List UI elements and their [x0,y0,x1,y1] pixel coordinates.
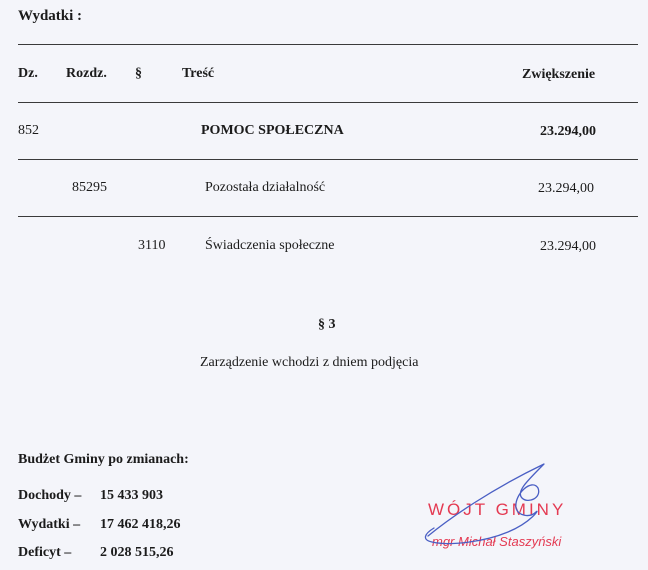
cell-kwota: 23.294,00 [540,239,596,254]
header-zwiekszenie: Zwiększenie [522,67,596,82]
stamp-name: mgr Michał Staszyński [432,534,562,549]
signature-scribble [410,458,580,548]
header-tresc: Treść [182,66,215,81]
section-text: Zarządzenie wchodzi z dniem podjęcia [200,355,419,370]
header-rozdz: Rozdz. [66,66,107,81]
cell-kwota: 23.294,00 [540,124,596,139]
cell-tresc: POMOC SPOŁECZNA [201,123,344,138]
header-paragraph: § [135,66,142,81]
budget-label: Dochody – [18,488,82,503]
budget-label: Wydatki – [18,517,81,532]
cell-rozdz: 85295 [72,180,107,195]
cell-tresc: Świadczenia społeczne [205,238,335,253]
budget-label: Deficyt – [18,545,72,560]
section-heading: Wydatki : [18,8,83,24]
section-title: § 3 [318,317,336,332]
budget-value: 15 433 903 [100,488,163,503]
header-dz: Dz. [18,66,38,81]
row-rule [18,216,638,217]
budget-value: 2 028 515,26 [100,545,174,560]
stamp-title: WÓJT GMINY [428,500,567,519]
cell-paragraph: 3110 [138,238,166,253]
budget-value: 17 462 418,26 [100,517,181,532]
table-top-rule [18,44,638,45]
cell-tresc: Pozostała działalność [205,180,326,195]
row-rule [18,159,638,160]
header-rule [18,102,638,103]
budget-title: Budżet Gminy po zmianach: [18,452,189,467]
cell-kwota: 23.294,00 [538,181,594,196]
cell-dz: 852 [18,123,39,138]
